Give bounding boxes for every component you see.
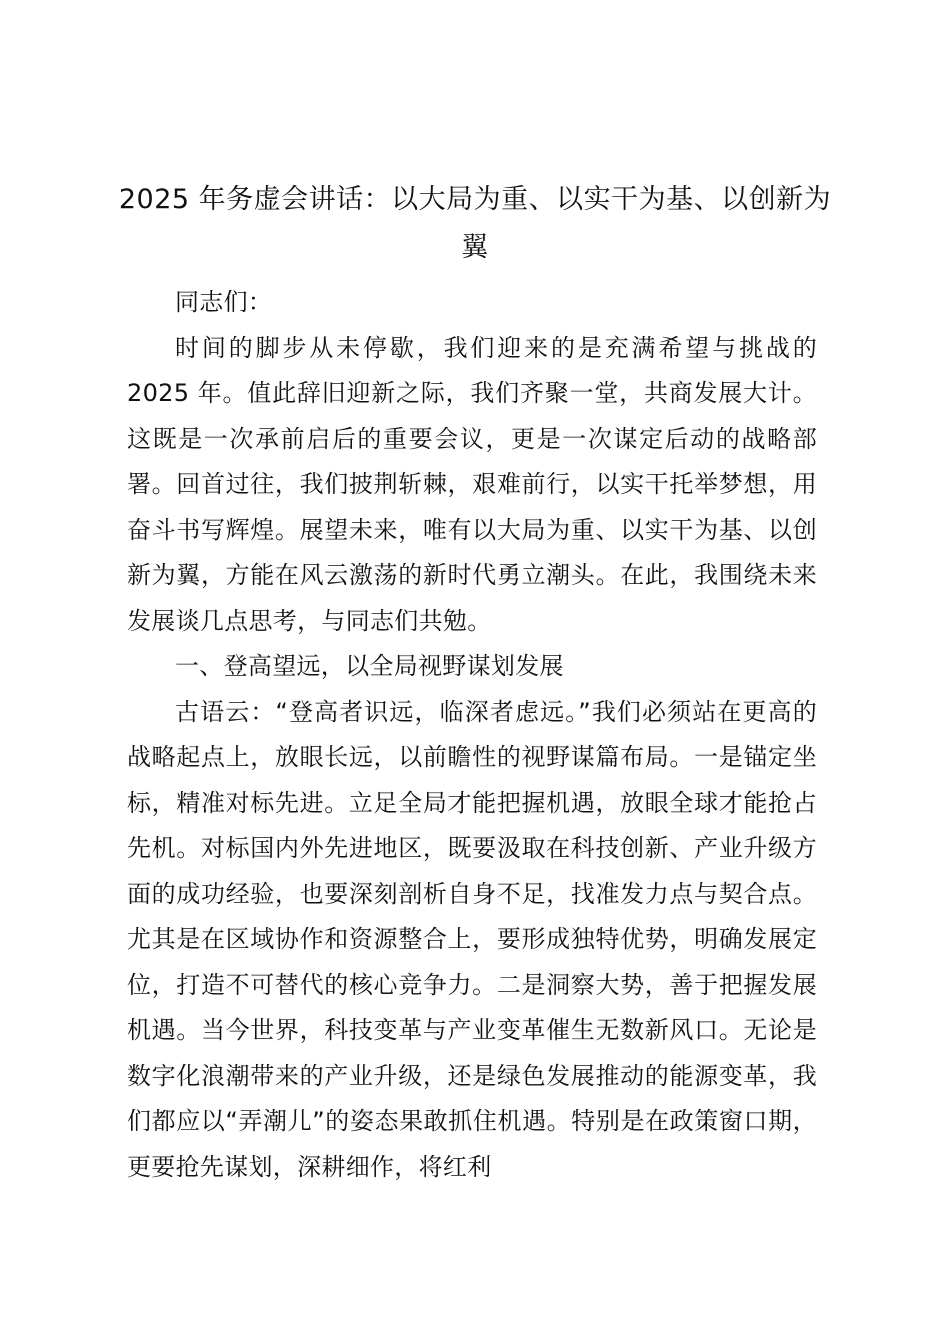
section-heading-1: 一、登高望远，以全局视野谋划发展	[175, 652, 564, 680]
document-title: 2025 年务虚会讲话：以大局为重、以实干为基、以创新为翼	[118, 184, 832, 263]
salutation: 同志们：	[175, 288, 273, 316]
section-1-paragraph: 古语云：“登高者识远，临深者虑远。”我们必须站在更高的战略起点上，放眼长远，以前瞻性的视野谋篇布局。一是锚定坐标，精准对标先进。立足全局才能把握机遇，放眼全球才能抢占先机。对标国内外先进地区，既要汲取在科技创新、产业升级方面的成功经验，也要深刻剖析自身不足，找准发力点与契合点。尤其是在区域协作和资源整合上，要形成独特优势，明确发展定位，打造不可替代的核心竞争力。二是洞察大势，善于把握发展机遇。当今世界，科技变革与产业变革催生无数新风口。无论是数字化浪潮带来的产业升级，还是绿色发展推动的能源变革，我们都应以“弄潮儿”的姿态果敢抓住机遇。特别是在政策窗口期，更要抢先谋划，深耕细作，将红利	[127, 697, 817, 1181]
document-body	[127, 280, 817, 1190]
intro-paragraph: 时间的脚步从未停歇，我们迎来的是充满希望与挑战的 2025 年。值此辞旧迎新之际，我们齐聚一堂，共商发展大计。这既是一次承前启后的重要会议，更是一次谋定后动的战略部署。回首过往，我们披荆斩棘，艰难前行，以实干托举梦想，用奋斗书写辉煌。展望未来，唯有以大局为重、以实干为基、以创新为翼，方能在风云激荡的新时代勇立潮头。在此，我围绕未来发展谈几点思考，与同志们共勉。	[127, 333, 817, 635]
